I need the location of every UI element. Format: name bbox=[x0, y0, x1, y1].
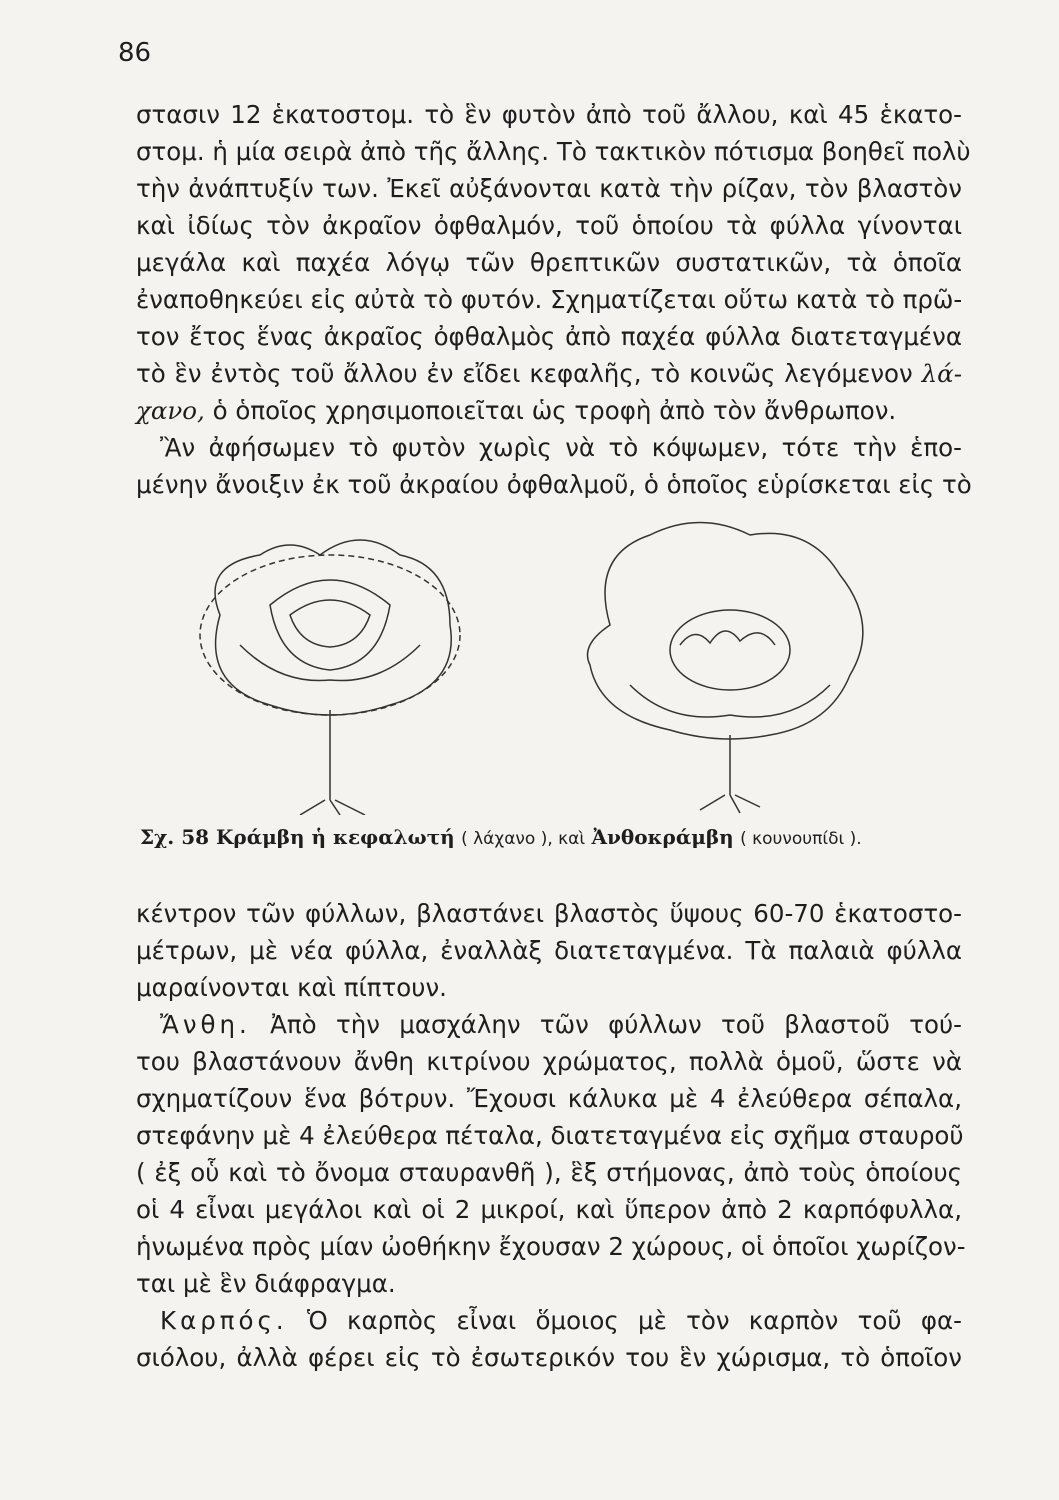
italic-term: χανο, bbox=[136, 396, 205, 425]
line-text: τὸ ἓν ἐντὸς τοῦ ἄλλου ἐν εἴδει κεφαλῆς, τὸ κοινῶς λεγόμενον bbox=[136, 359, 913, 388]
cabbage-drawing bbox=[200, 540, 460, 815]
text-line bbox=[136, 1006, 962, 1043]
text-line: στεφάνην μὲ 4 ἐλεύθερα πέταλα, διατεταγμένα εἰς σχῆμα σταυροῦ bbox=[136, 1121, 964, 1150]
text-line: Ἂν ἀφήσωμεν τὸ φυτὸν χωρὶς νὰ τὸ κόψωμεν, τότε τὴν ἑπο- bbox=[160, 433, 962, 462]
line-text: ὁ ὁποῖος χρησιμοποιεῖται ὡς τροφὴ ἀπὸ τὸν ἄνθρωπον. bbox=[212, 396, 897, 425]
text-line: του βλαστάνουν ἄνθη κιτρίνου χρώματος, πολλὰ ὁμοῦ, ὥστε νὰ bbox=[136, 1047, 962, 1076]
section-heading: Ἄνθη. bbox=[160, 1010, 251, 1039]
text-line: στομ. ἡ μία σειρὰ ἀπὸ τῆς ἄλλης. Τὸ τακτικὸν πότισμα βοηθεῖ πολὺ bbox=[136, 137, 971, 166]
section-heading: Καρπός. bbox=[160, 1306, 288, 1335]
text-line: οἱ 4 εἶναι μεγάλοι καὶ οἱ 2 μικροί, καὶ ὕπερον ἀπὸ 2 καρπόφυλλα, bbox=[136, 1195, 962, 1224]
text-line: κέντρον τῶν φύλλων, βλαστάνει βλαστὸς ὕψους 60-70 ἑκατοστο- bbox=[136, 899, 962, 928]
caption-label: Σχ. 58 Κράμβη ἡ κεφαλωτή bbox=[140, 825, 455, 849]
caption-text: ( λάχανο ), καὶ bbox=[461, 829, 586, 849]
caption-text-2: ( κουνουπίδι ). bbox=[740, 829, 862, 849]
text-line: μέτρων, μὲ νέα φύλλα, ἐναλλὰξ διατεταγμένα. Τὰ παλαιὰ φύλλα bbox=[136, 936, 962, 965]
text-line: τον ἔτος ἕνας ἀκραῖος ὀφθαλμὸς ἀπὸ παχέα φύλλα διατεταγμένα bbox=[136, 322, 962, 351]
italic-term: λά- bbox=[921, 359, 962, 388]
text-line bbox=[136, 392, 962, 429]
text-line: ται μὲ ἓν διάφραγμα. bbox=[136, 1269, 396, 1298]
figure-caption bbox=[140, 825, 970, 849]
cabbage-cauliflower-illustration bbox=[180, 515, 980, 815]
paragraph-2 bbox=[136, 895, 966, 1376]
text-line: ( ἐξ οὗ καὶ τὸ ὄνομα σταυρανθῆ ), ἓξ στήμονας, ἀπὸ τοὺς ὁποίους bbox=[136, 1158, 962, 1187]
line-text: Ὁ καρπὸς εἶναι ὅμοιος μὲ τὸν καρπὸν τοῦ φα- bbox=[306, 1306, 962, 1335]
text-line: τὴν ἀνάπτυξίν των. Ἐκεῖ αὐξάνονται κατὰ τὴν ρίζαν, τὸν βλαστὸν bbox=[136, 174, 962, 203]
paragraph-1 bbox=[136, 96, 972, 503]
text-line bbox=[136, 355, 962, 392]
text-line: στασιν 12 ἑκατοστομ. τὸ ἓν φυτὸν ἀπὸ τοῦ ἄλλου, καὶ 45 ἑκατο- bbox=[136, 100, 962, 129]
text-line bbox=[136, 1302, 962, 1339]
page-number: 86 bbox=[118, 38, 152, 68]
line-text: Ἀπὸ τὴν μασχάλην τῶν φύλλων τοῦ βλαστοῦ τού- bbox=[270, 1010, 962, 1039]
cauliflower-drawing bbox=[588, 523, 863, 814]
text-line: μαραίνονται καὶ πίπτουν. bbox=[136, 973, 447, 1002]
text-line: ἐναποθηκεύει εἰς αὐτὰ τὸ φυτόν. Σχηματίζεται οὕτω κατὰ τὸ πρῶ- bbox=[136, 285, 963, 314]
text-line: σχηματίζουν ἕνα βότρυν. Ἔχουσι κάλυκα μὲ 4 ἐλεύθερα σέπαλα, bbox=[136, 1084, 962, 1113]
text-line: μεγάλα καὶ παχέα λόγῳ τῶν θρεπτικῶν συστατικῶν, τὰ ὁποῖα bbox=[136, 248, 962, 277]
text-line: σιόλου, ἀλλὰ φέρει εἰς τὸ ἐσωτερικόν του ἓν χώρισμα, τὸ ὁποῖον bbox=[136, 1343, 962, 1372]
text-line: ἡνωμένα πρὸς μίαν ὠοθήκην ἔχουσαν 2 χώρους, οἱ ὁποῖοι χωρίζον- bbox=[136, 1232, 966, 1261]
text-line: μένην ἄνοιξιν ἐκ τοῦ ἀκραίου ὀφθαλμοῦ, ὁ ὁποῖος εὑρίσκεται εἰς τὸ bbox=[136, 470, 972, 499]
caption-label-2: Ἀνθοκράμβη bbox=[591, 825, 734, 849]
text-line: καὶ ἰδίως τὸν ἀκραῖον ὀφθαλμόν, τοῦ ὁποίου τὰ φύλλα γίνονται bbox=[136, 211, 962, 240]
